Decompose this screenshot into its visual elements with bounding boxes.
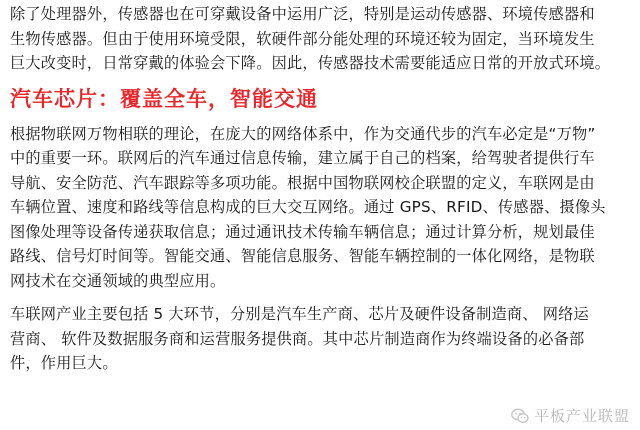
wechat-icon [511, 408, 529, 424]
paragraph-line: 根据物联网万物相联的理论，在庞大的网络体系中，作为交通代步的汽车必定是“万物” [10, 124, 596, 143]
paragraph-line: 营商、 软件及数据服务商和运营服务提供商。其中芯片制造商作为终端设备的必备部 [10, 329, 585, 348]
paragraph-spacer [10, 293, 632, 302]
paragraph-industry-chain [10, 302, 632, 376]
paragraph-line: 生物传感器。但由于使用环境受限，软硬件部分能处理的环境还较为固定，当环境发生 [10, 29, 595, 48]
paragraph-line: 巨大改变时，日常穿戴的体验会下降。因此，传感器技术需要能适应日常的开放式环境。 [10, 54, 611, 72]
article-body [10, 2, 632, 376]
paragraph-line: 中的重要一环。联网后的汽车通过信息传输，建立属于自己的档案，给驾驶者提供行车 [10, 149, 595, 167]
paragraph-line: 路线、信号灯时间等。智能交通、智能信息服务、智能车辆控制的一体化网络，是物联 [10, 247, 595, 265]
paragraph-line: 车联网产业主要包括 5 大环节，分别是汽车生产商、芯片及硬件设备制造商、 网络运 [10, 305, 589, 323]
watermark [511, 405, 630, 426]
paragraph-line: 网技术在交通领域的典型应用。 [10, 271, 226, 290]
paragraph-line: 导航、安全防范、汽车跟踪等多项功能。根据中国物联网校企联盟的定义，车联网是由 [10, 173, 595, 192]
paragraph-line: 图像处理等设备传递获取信息；通过通讯技术传输车辆信息；通过计算分析，规划最佳 [10, 222, 595, 241]
paragraph-processors-sensors [10, 2, 632, 76]
paragraph-line: 件，作用巨大。 [10, 354, 118, 372]
paragraph-vehicle-networking [10, 122, 632, 294]
watermark-text: 平板产业联盟 [533, 407, 630, 425]
section-heading: 汽车芯片：覆盖全车，智能交通 [10, 86, 318, 111]
paragraph-line: 车辆位置、速度和路线等信息构成的巨大交互网络。通过 GPS、RFID、传感器、摄像头 [10, 198, 606, 216]
paragraph-line: 除了处理器外，传感器也在可穿戴设备中运用广泛，特别是运动传感器、环境传感器和 [10, 5, 595, 23]
